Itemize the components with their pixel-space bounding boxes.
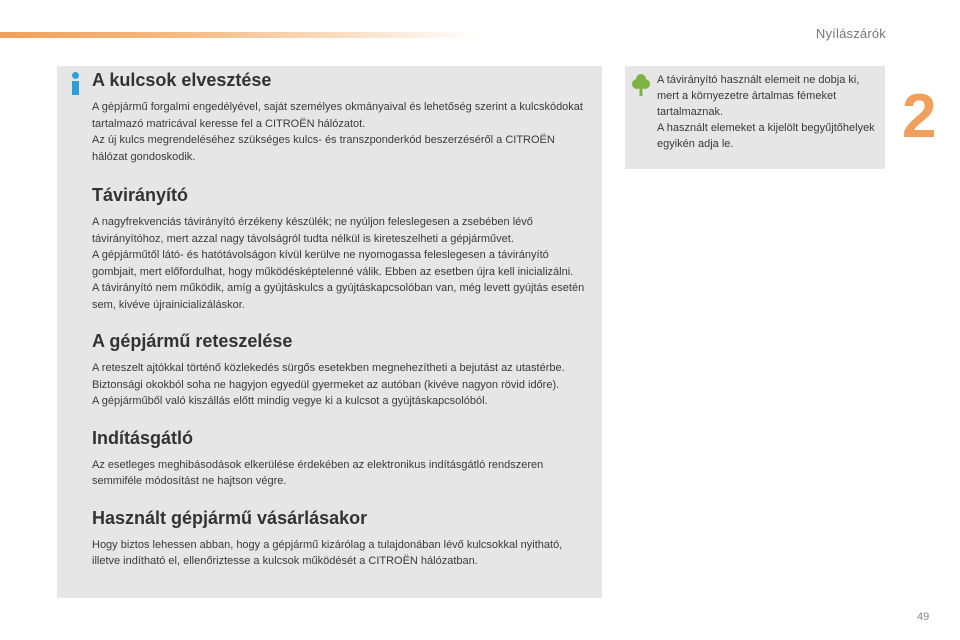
tree-icon [632, 73, 650, 97]
eco-note-text [657, 72, 879, 152]
section-heading: Távirányító [92, 185, 189, 205]
main-content [92, 70, 592, 570]
section-heading: A kulcsok elvesztése [92, 70, 272, 90]
paragraph: A gépjárműből való kiszállás előtt mindig vegye ki a kulcsot a gyújtáskapcsolóból. [92, 395, 488, 407]
section-heading: Indításgátló [92, 427, 194, 448]
paragraph: A használt elemeket a kijelölt begyűjtőhelyek egyikén adja le. [657, 122, 875, 150]
page-number: 49 [917, 611, 930, 623]
paragraph: A távirányító nem működik, amíg a gyújtáskulcs a gyújtáskapcsolóban van, még levett gyújtás esetén sem, kivéve újrainicializáláskor. [92, 282, 585, 311]
paragraph: Biztonsági okokból soha ne hagyjon egyedül gyermeket az autóban (kivéve nagyon rövid időre). [92, 378, 560, 391]
section-title: Nyílászárók [815, 26, 886, 41]
paragraph: A gépjármű forgalmi engedélyével, saját személyes okmányaival és lehetőség szerint a kulcskódokat tartalmazó matricával keresse fel a CITROËN hálózatot. [92, 101, 583, 130]
section-heading: Használt gépjármű vásárlásakor [92, 507, 368, 528]
header-accent-bar [0, 32, 480, 38]
paragraph: A távirányító használt elemeit ne dobja ki, mert a környezetre ártalmas fémeket tartalmaznak. [657, 74, 860, 118]
chapter-number: 2 [902, 82, 937, 151]
remote-control-section [92, 185, 592, 313]
used-vehicle-section [92, 508, 592, 570]
paragraph: Az új kulcs megrendeléséhez szükséges kulcs- és transzponderkód beszerzéséről a CITROËN hálózat gondoskodik. [92, 134, 555, 163]
immobiliser-section [92, 428, 592, 490]
paragraph: Az esetleges meghibásodások elkerülése érdekében az elektronikus indításgátló rendszeren semmiféle módosítást ne hajtson végre. [92, 458, 544, 487]
lost-keys-section [92, 70, 592, 165]
paragraph: A gépjárműtől látó- és hatótávolságon kívül kerülve ne nyomogassa feleslegesen a távirányító gombjait, mert előfordulhat, hogy működésképtelenné válik. Ebben az esetben újra kell inicializálni. [92, 249, 574, 278]
vehicle-locking-section [92, 331, 592, 410]
paragraph: Hogy biztos lehessen abban, hogy a gépjármű kizárólag a tulajdonában lévő kulcsokkal nyitható, illetve indítható el, ellenőriztesse a kulcsok működését a CITROËN hálózatban. [92, 538, 563, 567]
paragraph: A nagyfrekvenciás távirányító érzékeny készülék; ne nyúljon feleslegesen a zsebében lévő távirányítóhoz, mert azzal nagy távolságról tudta nélkül is kireteszelheti a gépjárművet. [92, 216, 533, 245]
info-icon [70, 72, 82, 96]
paragraph: A reteszelt ajtókkal történő közlekedés sürgős esetekben megnehezítheti a bejutást az utastérbe. [92, 362, 565, 374]
section-heading: A gépjármű reteszelése [92, 331, 293, 351]
